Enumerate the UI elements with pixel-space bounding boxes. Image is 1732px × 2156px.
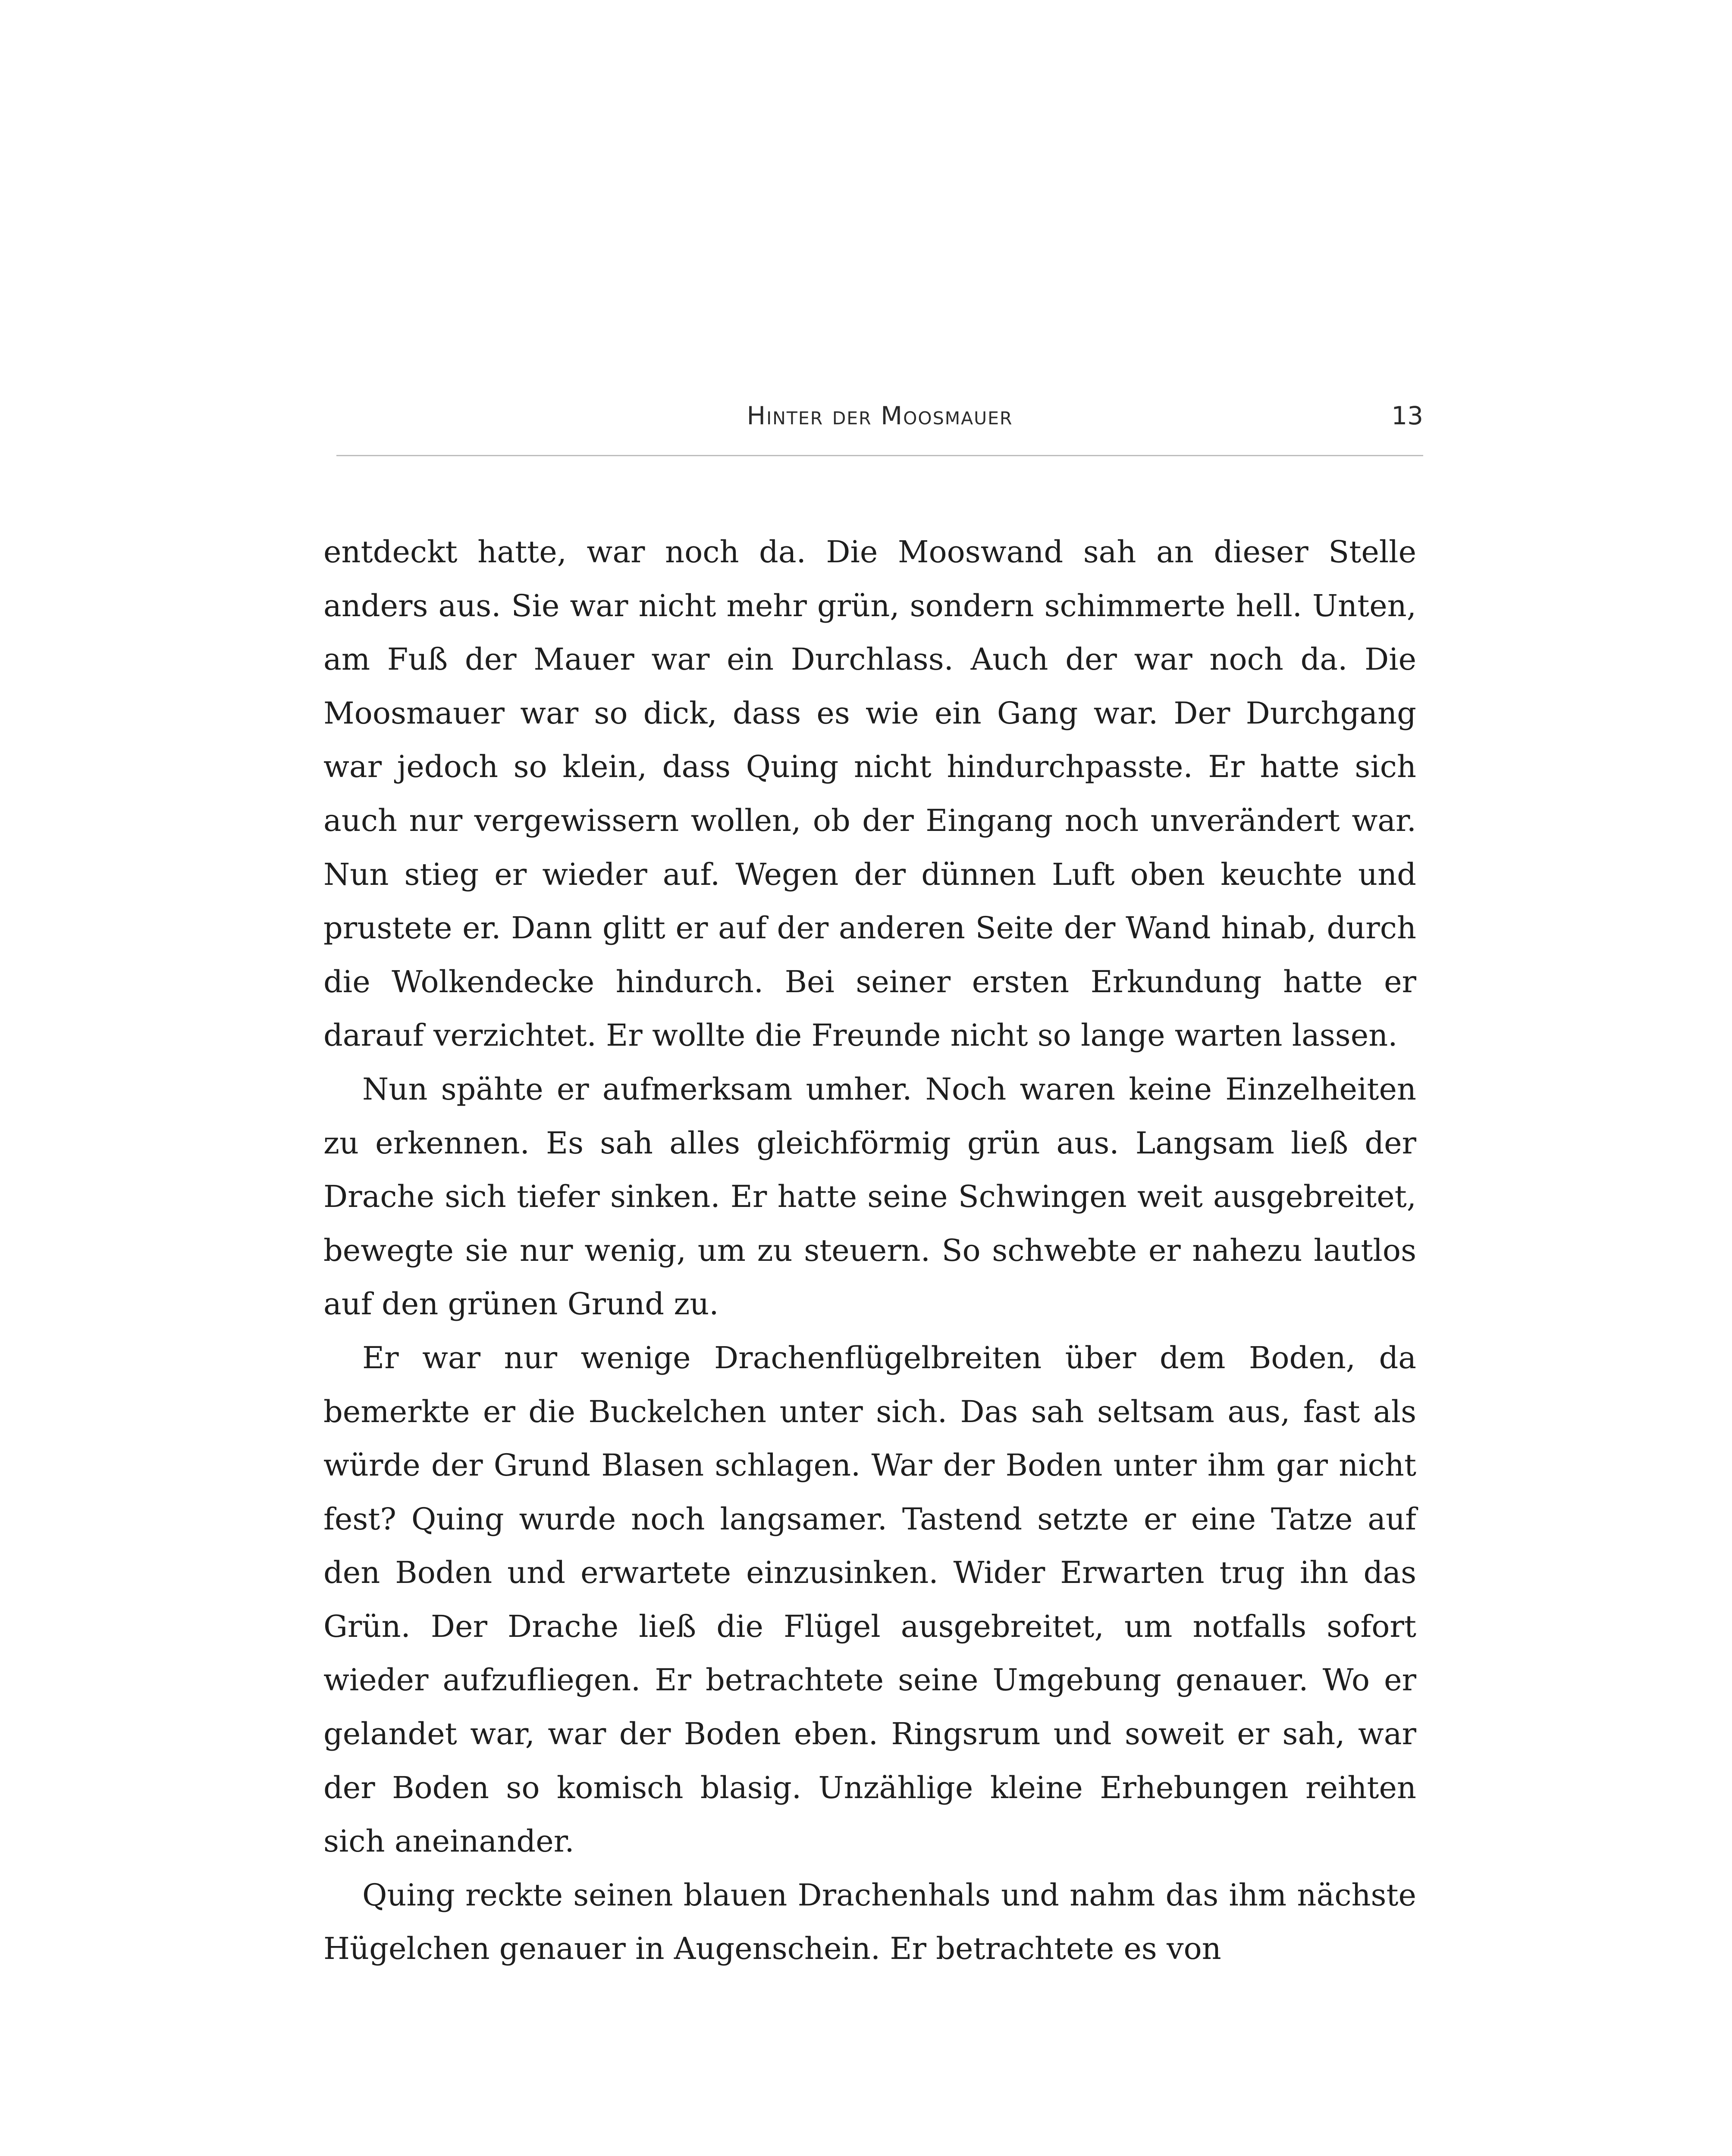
page-number: 13 xyxy=(1391,401,1423,430)
paragraph: entdeckt hatte, war noch da. Die Mooswand sah an dieser Stelle anders aus. Sie war nicht mehr grün, sondern schimmerte hell. Unten, am Fuß der Mauer war ein Durchlass. Auch der war noch da. Die Moosmauer war so dick, dass es wie ein Gang war. Der Durchgang war jedoch so klein, dass Quing nicht hindurchpasste. Er hatte sich auch nur vergewissern wollen, ob der Eingang noch unverändert war. Nun stieg er wieder auf. Wegen der dünnen Luft oben keuchte und prustete er. Dann glitt er auf der anderen Seite der Wand hinab, durch die Wolkendecke hindurch. Bei seiner ersten Erkundung hatte er darauf verzichtet. Er wollte die Freunde nicht so lange warten lassen. xyxy=(323,534,1416,1053)
running-header xyxy=(336,401,1423,453)
body-text xyxy=(323,525,1416,1976)
chapter-title: Hinter der Moosmauer xyxy=(747,401,1013,430)
paragraph: Nun spähte er aufmerksam umher. Noch waren keine Einzelheiten zu erkennen. Es sah alles gleichförmig grün aus. Langsam ließ der Drache sich tiefer sinken. Er hatte seine Schwingen weit ausgebreitet, bewegte sie nur wenig, um zu steuern. So schwebte er nahezu lautlos auf den grünen Grund zu. xyxy=(323,1071,1416,1322)
header-rule xyxy=(336,455,1423,456)
paragraph: Quing reckte seinen blauen Drachenhals und nahm das ihm nächste Hügelchen genauer in Augenschein. Er betrachtete es von xyxy=(323,1877,1416,1967)
paragraph: Er war nur wenige Drachenflügelbreiten über dem Boden, da bemerkte er die Buckelchen unter sich. Das sah seltsam aus, fast als würde der Grund Blasen schlagen. War der Boden unter ihm gar nicht fest? Quing wurde noch langsamer. Tastend setzte er eine Tatze auf den Boden und erwartete einzusinken. Wider Erwarten trug ihn das Grün. Der Drache ließ die Flügel ausgebreitet, um notfalls sofort wieder aufzufliegen. Er betrachtete seine Umgebung genauer. Wo er gelandet war, war der Boden eben. Ringsrum und soweit er sah, war der Boden so komisch blasig. Unzählige kleine Erhebungen reihten sich aneinander. xyxy=(323,1340,1416,1859)
